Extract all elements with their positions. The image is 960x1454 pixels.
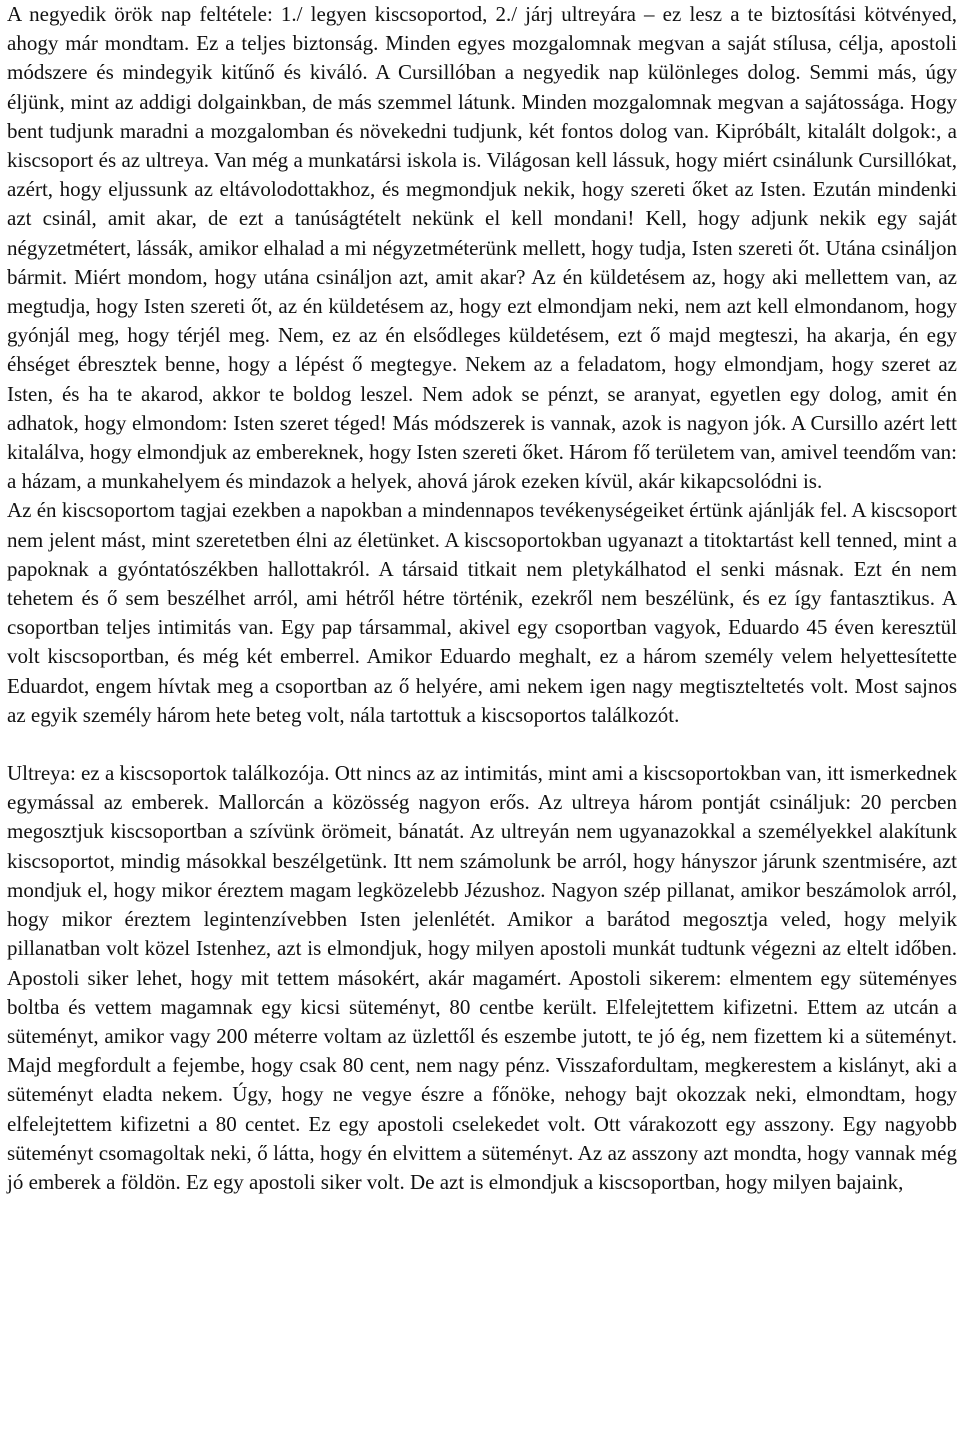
paragraph-small-group: Az én kiscsoportom tagjai ezekben a napokban a mindennapos tevékenységeiket értünk ajánlják fel. A kiscsoport nem jelent mást, mint szeretetben élni az életünket. A kiscsoportokban ugyanazt a titoktartást kell tenned, mint a papoknak a gyóntatószékben hallottakról. A társaid titkait nem pletykálhatod el senki másnak. Ezt én nem tehetem és ő sem beszélhet arról, ami hétről hétre történik, ezekről nem beszélünk, és ez így fantasztikus. A csoportban teljes intimitás van. Egy pap társammal, akivel egy csoportban vagyok, Eduardo 45 éven keresztül volt kiscsoportban, és még két emberrel. Amikor Eduardo meghalt, ez a három személy velem helyettesítette Eduardot, engem hívtak meg a csoportban az ő helyére, ami nekem igen nagy megtiszteltetés volt. Most sajnos az egyik személy három hete beteg volt, nála tartottuk a kiscsoportos találkozót.: [7, 498, 957, 727]
paragraph-spacer: [7, 730, 957, 759]
paragraph-ultreya: Ultreya: ez a kiscsoportok találkozója. Ott nincs az az intimitás, mint ami a kiscsoportokban van, itt ismerkednek egymással az emberek. Mallorcán a közösség nagyon erős. Az ultreya három pontját csináljuk: 20 percben megosztjuk kiscsoportban a szívünk örömeit, bánatát. Az ultreyán nem ugyanazokkal a személyekkel alakítunk kiscsoportot, mindig másokkal beszélgetünk. Itt nem számolunk be arról, hogy hányszor járunk szentmisére, azt mondjuk el, hogy mikor éreztem magam legközelebb Jézushoz. Nagyon szép pillanat, amikor beszámolok arról, hogy mikor éreztem legintenzívebben Isten jelenlétét. Amikor a barátod megosztja veled, hogy melyik pillanatban volt közel Istenhez, azt is elmondjuk, hogy milyen apostoli munkát tudtunk végezni az eltelt időben. Apostoli siker lehet, hogy mit tettem másokért, akár magamért. Apostoli sikerem: elmentem egy süteményes boltba és vettem magamnak egy kicsi süteményt, 80 centbe került. Elfelejtettem kifizetni. Ettem az utcán a süteményt, amikor vagy 200 méterre voltam az üzlettől és eszembe jutott, te jó ég, nem fizettem ki a süteményt. Majd megfordult a fejembe, hogy csak 80 cent, nem nagy pénz. Visszafordultam, megkerestem a kislányt, aki a süteményt eladta nekem. Úgy, hogy ne vegye észre a főnöke, nehogy bajt okozzak neki, elmondtam, hogy elfelejtettem kifizetni a 80 centet. Ez egy apostoli cselekedet volt. Ott várakozott egy asszony. Egy nagyobb süteményt csomagoltak neki, ő látta, hogy én elvittem a süteményt. Az az asszony azt mondta, hogy vannak még jó emberek a földön. Ez egy apostoli siker volt. De azt is elmondjuk a kiscsoportban, hogy milyen bajaink,: [7, 761, 957, 1194]
paragraph-fourth-day: A negyedik örök nap feltétele: 1./ legyen kiscsoportod, 2./ járj ultreyára – ez lesz a te biztosítási kötvényed, ahogy már mondtam. Ez a teljes biztonság. Minden egyes mozgalomnak megvan a saját stílusa, célja, apostoli módszere és mindegyik kitűnő és kiváló. A Cursillóban a negyedik nap különleges dolog. Semmi más, úgy éljünk, mint az addigi dolgainkban, de más szemmel látunk. Minden mozgalomnak megvan a sajátossága. Hogy bent tudjunk maradni a mozgalomban és növekedni tudjunk, két fontos dolog van. Kipróbált, kitalált dolgok:, a kiscsoport és az ultreya. Van még a munkatársi iskola is. Világosan kell lássuk, hogy miért csinálunk Cursillókat, azért, hogy eljussunk az eltávolodottakhoz, és megmondjuk nekik, hogy szereti őket az Isten. Ezután mindenki azt csinál, amit akar, de ezt a tanúságtételt nekünk el kell mondani! Kell, hogy adjunk nekik egy saját négyzetmétert, lássák, amikor elhalad a mi négyzetméterünk mellett, hogy tudja, Isten szereti őt. Utána csináljon bármit. Miért mondom, hogy utána csináljon azt, amit akar? Az én küldetésem az, hogy aki mellettem van, az megtudja, hogy Isten szereti őt, az én küldetésem az, hogy ezt elmondjam neki, nem azt kell elmondanom, hogy gyónjál meg, hogy térjél meg. Nem, ez az én elsődleges küldetésem, ezt ő majd megteszi, ha akarja, én egy éhséget ébresztek benne, hogy a lépést ő megtegye. Nekem az a feladatom, hogy elmondjam, hogy szeret az Isten, és ha te akarod, akkor te boldog leszel. Nem adok se pénzt, se aranyat, egyetlen egy dolog, amit én adhatok, hogy elmondom: Isten szeret téged! Más módszerek is vannak, azok is nagyon jók. A Cursillo azért lett kitalálva, hogy elmondjuk az embereknek, hogy Isten szereti őket. Három fő területem van, amivel teendőm van: a házam, a munkahelyem és mindazok a helyek, ahová járok ezeken kívül, akár kikapcsolódni is.: [7, 2, 957, 494]
document-page: [7, 0, 957, 1197]
